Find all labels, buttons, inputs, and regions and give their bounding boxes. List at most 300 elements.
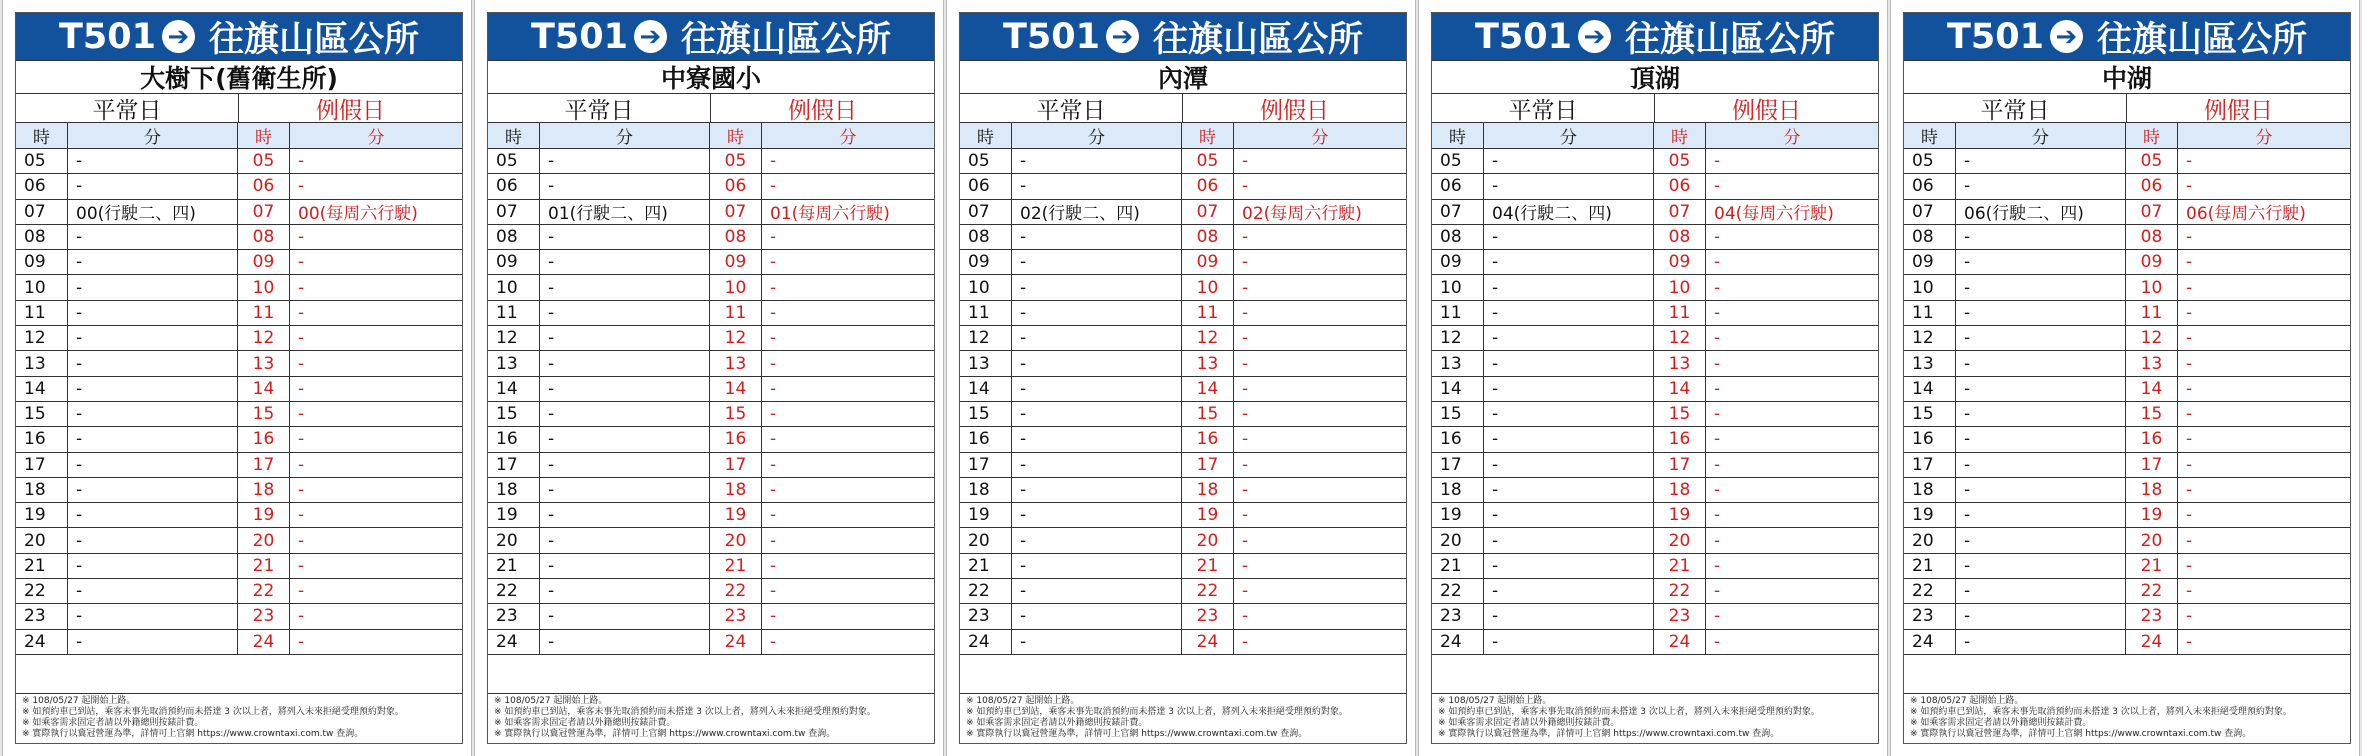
- holiday-minute-cell: -: [770, 404, 777, 425]
- weekday-minute-cell: -: [68, 149, 238, 173]
- weekday-minute-cell: -: [1012, 174, 1182, 198]
- weekday-hour-cell: 16: [960, 427, 1012, 451]
- table-row: [1432, 250, 1878, 275]
- holiday-hour-cell: 05: [1182, 149, 1234, 173]
- weekday-minute-cell: -: [1484, 453, 1654, 477]
- holiday-hour-cell: 06: [1654, 174, 1706, 198]
- holiday-label: 例假日: [2204, 97, 2273, 124]
- weekday-hour-cell: 07: [1432, 200, 1484, 224]
- table-row: [16, 377, 462, 402]
- holiday-hour-cell: 20: [2126, 528, 2178, 552]
- holiday-minute-cell: -: [298, 429, 305, 450]
- holiday-hour-cell: 09: [1182, 250, 1234, 274]
- weekday-hour-cell: 17: [960, 453, 1012, 477]
- holiday-hour-cell: 20: [238, 528, 290, 552]
- timetable-panel: [1418, 0, 1888, 756]
- holiday-minute-cell: -: [2186, 581, 2193, 602]
- arrow-right-icon: ➔: [1106, 20, 1139, 53]
- holiday-minute-cell: -: [1242, 530, 1249, 551]
- table-row: [488, 427, 934, 452]
- weekday-hour-cell: 13: [1432, 351, 1484, 375]
- holiday-hour-cell: 13: [238, 351, 290, 375]
- table-row: [1904, 200, 2350, 225]
- holiday-hour-header: 時: [1182, 123, 1234, 148]
- weekday-minute-cell: -: [68, 579, 238, 603]
- weekday-minute-cell: -: [1012, 402, 1182, 426]
- weekday-minute-header: 分: [68, 123, 238, 148]
- weekday-label: 平常日: [488, 94, 711, 122]
- holiday-hour-cell: 11: [2126, 301, 2178, 325]
- weekday-minute-cell: -: [1484, 351, 1654, 375]
- timetable-panel: [2, 0, 472, 756]
- weekday-minute-cell: -: [540, 604, 710, 628]
- holiday-minute-cell: -: [298, 480, 305, 500]
- holiday-minute-cell: -: [2186, 606, 2193, 627]
- table-row: [960, 174, 1406, 199]
- table-row: [488, 478, 934, 503]
- weekday-hour-cell: 15: [1904, 402, 1956, 426]
- weekday-minute-cell: -: [68, 402, 238, 426]
- table-row: [1904, 275, 2350, 300]
- holiday-minute-cell: -: [770, 429, 777, 450]
- table-row: [16, 503, 462, 528]
- day-type-row: [16, 94, 462, 123]
- table-row: [16, 351, 462, 376]
- timetable: [15, 12, 463, 744]
- weekday-hour-cell: 06: [960, 174, 1012, 198]
- weekday-hour-header: 時: [16, 123, 68, 148]
- table-row: [1432, 377, 1878, 402]
- holiday-minute-cell: -: [1714, 378, 1721, 399]
- weekday-hour-cell: 13: [960, 351, 1012, 375]
- holiday-hour-cell: 07: [238, 200, 290, 224]
- holiday-minute-cell: -: [298, 454, 305, 475]
- table-row: [16, 427, 462, 452]
- notes: [1904, 694, 2350, 740]
- holiday-hour-cell: 12: [238, 326, 290, 350]
- holiday-hour-cell: 18: [2126, 478, 2178, 502]
- table-row: [960, 351, 1406, 376]
- weekday-hour-cell: 24: [960, 630, 1012, 654]
- weekday-minute-cell: -: [1012, 604, 1182, 628]
- table-row: [1904, 427, 2350, 452]
- holiday-minute-cell: -: [1714, 328, 1721, 349]
- holiday-minute-cell: -: [1242, 277, 1249, 298]
- weekday-minute-cell: -: [68, 453, 238, 477]
- weekday-minute-cell: 01(行駛二、四): [540, 200, 710, 224]
- holiday-minute-cell: -: [770, 302, 777, 323]
- weekday-hour-cell: 12: [1432, 326, 1484, 350]
- holiday-minute-cell: -: [2186, 378, 2193, 399]
- holiday-minute-cell: -: [1714, 480, 1721, 500]
- weekday-hour-cell: 07: [488, 200, 540, 224]
- holiday-hour-cell: 23: [1654, 604, 1706, 628]
- note-line: ※ 108/05/27 起開始上路。: [1910, 695, 2024, 706]
- weekday-minute-cell: -: [540, 478, 710, 502]
- holiday-hour-cell: 07: [710, 200, 762, 224]
- weekday-minute-cell: -: [68, 225, 238, 249]
- holiday-label: 例假日: [316, 97, 385, 124]
- route-header: [488, 13, 934, 61]
- table-row: [488, 225, 934, 250]
- weekday-hour-cell: 22: [16, 579, 68, 603]
- holiday-hour-cell: 21: [2126, 554, 2178, 578]
- weekday-minute-cell: -: [540, 351, 710, 375]
- table-row: [960, 453, 1406, 478]
- route-destination: 往旗山區公所: [208, 19, 419, 60]
- table-row: [1432, 554, 1878, 579]
- table-row: [16, 478, 462, 503]
- holiday-minute-header: 分: [1783, 128, 1801, 148]
- holiday-hour-cell: 21: [238, 554, 290, 578]
- weekday-hour-cell: 06: [1432, 174, 1484, 198]
- weekday-hour-cell: 23: [1432, 604, 1484, 628]
- holiday-hour-header: 時: [710, 123, 762, 148]
- day-type-row: [1432, 94, 1878, 123]
- holiday-hour-cell: 10: [238, 275, 290, 299]
- holiday-hour-header: 時: [2126, 123, 2178, 148]
- holiday-minute-cell: -: [298, 555, 305, 576]
- table-row: [960, 503, 1406, 528]
- table-row: [1432, 351, 1878, 376]
- weekday-hour-cell: 14: [488, 377, 540, 401]
- holiday-hour-cell: 19: [710, 503, 762, 527]
- weekday-minute-cell: -: [1012, 301, 1182, 325]
- holiday-hour-cell: 23: [2126, 604, 2178, 628]
- weekday-hour-cell: 24: [488, 630, 540, 654]
- table-row: [960, 528, 1406, 553]
- table-row: [488, 630, 934, 655]
- weekday-hour-cell: 11: [488, 301, 540, 325]
- holiday-minute-cell: -: [298, 252, 305, 273]
- note-line: ※ 如預約車已到站，乘客未事先取消預約而未搭達 3 次以上者，將列入未來拒絕受理預約對象。: [1438, 706, 1820, 717]
- day-type-row: [488, 94, 934, 123]
- weekday-hour-cell: 09: [1904, 250, 1956, 274]
- holiday-hour-cell: 10: [710, 275, 762, 299]
- holiday-minute-cell: -: [298, 302, 305, 323]
- weekday-hour-cell: 09: [1432, 250, 1484, 274]
- holiday-minute-cell: -: [770, 176, 777, 197]
- weekday-minute-cell: -: [1484, 528, 1654, 552]
- holiday-label: 例假日: [1260, 97, 1329, 124]
- arrow-right-icon: ➔: [634, 20, 667, 53]
- holiday-minute-cell: -: [298, 353, 305, 374]
- weekday-hour-cell: 20: [16, 528, 68, 552]
- weekday-minute-cell: -: [68, 326, 238, 350]
- note-line: ※ 如乘客需求固定者請以外籍總則按錶計費。: [966, 717, 1148, 728]
- holiday-hour-cell: 20: [1654, 528, 1706, 552]
- note-line: ※ 如預約車已到站，乘客未事先取消預約而未搭達 3 次以上者，將列入未來拒絕受理預約對象。: [966, 706, 1348, 717]
- weekday-minute-cell: -: [1956, 326, 2126, 350]
- weekday-minute-cell: 02(行駛二、四): [1012, 200, 1182, 224]
- weekday-hour-cell: 15: [960, 402, 1012, 426]
- table-row: [488, 275, 934, 300]
- holiday-hour-cell: 12: [710, 326, 762, 350]
- holiday-hour-cell: 08: [2126, 225, 2178, 249]
- holiday-hour-cell: 05: [238, 149, 290, 173]
- weekday-hour-cell: 18: [1904, 478, 1956, 502]
- weekday-hour-cell: 15: [1432, 402, 1484, 426]
- holiday-hour-cell: 07: [2126, 200, 2178, 224]
- holiday-label: 例假日: [788, 97, 857, 124]
- table-row: [16, 275, 462, 300]
- arrow-right-icon: ➔: [2050, 20, 2083, 53]
- holiday-minute-cell: -: [1242, 176, 1249, 197]
- route-destination: 往旗山區公所: [1624, 19, 1835, 60]
- weekday-hour-cell: 08: [1432, 225, 1484, 249]
- table-row: [960, 630, 1406, 655]
- weekday-minute-cell: -: [1956, 630, 2126, 654]
- time-rows: [960, 149, 1406, 655]
- table-row: [488, 326, 934, 351]
- holiday-hour-cell: 08: [1182, 225, 1234, 249]
- holiday-minute-cell: -: [1242, 353, 1249, 374]
- weekday-minute-cell: -: [1012, 351, 1182, 375]
- note-line: ※ 實際執行以冀冠營運為準，詳情可上官網 https://www.crowntaxi.com.tw 查詢。: [1910, 728, 2252, 739]
- blank-row: [960, 655, 1406, 694]
- weekday-hour-cell: 19: [1904, 503, 1956, 527]
- weekday-minute-cell: -: [1484, 301, 1654, 325]
- holiday-hour-cell: 16: [710, 427, 762, 451]
- weekday-minute-cell: -: [540, 250, 710, 274]
- holiday-hour-cell: 22: [2126, 579, 2178, 603]
- holiday-hour-cell: 08: [1654, 225, 1706, 249]
- weekday-minute-cell: -: [68, 351, 238, 375]
- weekday-hour-cell: 08: [16, 225, 68, 249]
- holiday-hour-cell: 16: [238, 427, 290, 451]
- weekday-minute-cell: -: [1956, 149, 2126, 173]
- weekday-minute-cell: -: [1012, 528, 1182, 552]
- table-row: [488, 250, 934, 275]
- table-row: [488, 604, 934, 629]
- weekday-hour-cell: 18: [1432, 478, 1484, 502]
- weekday-minute-cell: -: [1956, 528, 2126, 552]
- holiday-minute-cell: -: [2186, 480, 2193, 500]
- holiday-minute-cell: -: [298, 277, 305, 298]
- weekday-minute-cell: 06(行駛二、四): [1956, 200, 2126, 224]
- holiday-minute-cell: -: [1714, 530, 1721, 551]
- holiday-minute-cell: -: [1714, 302, 1721, 323]
- timetable-panel: [474, 0, 944, 756]
- holiday-hour-cell: 15: [1182, 402, 1234, 426]
- weekday-minute-cell: -: [1484, 402, 1654, 426]
- table-row: [1904, 351, 2350, 376]
- weekday-hour-cell: 21: [488, 554, 540, 578]
- weekday-hour-cell: 17: [16, 453, 68, 477]
- holiday-minute-cell: -: [1242, 302, 1249, 323]
- weekday-minute-cell: -: [1012, 377, 1182, 401]
- table-row: [16, 528, 462, 553]
- holiday-hour-cell: 09: [710, 250, 762, 274]
- weekday-hour-cell: 18: [960, 478, 1012, 502]
- holiday-hour-cell: 15: [238, 402, 290, 426]
- holiday-hour-cell: 23: [238, 604, 290, 628]
- weekday-hour-cell: 10: [1904, 275, 1956, 299]
- holiday-minute-cell: -: [1714, 277, 1721, 298]
- table-row: [1432, 326, 1878, 351]
- holiday-hour-cell: 23: [1182, 604, 1234, 628]
- table-row: [16, 579, 462, 604]
- holiday-minute-cell: -: [770, 151, 777, 172]
- holiday-minute-cell: -: [770, 454, 777, 475]
- holiday-minute-cell: -: [1714, 227, 1721, 248]
- holiday-hour-cell: 09: [1654, 250, 1706, 274]
- table-row: [960, 301, 1406, 326]
- holiday-minute-cell: -: [770, 480, 777, 500]
- weekday-hour-cell: 12: [960, 326, 1012, 350]
- holiday-minute-header: 分: [367, 128, 385, 148]
- weekday-hour-cell: 21: [16, 554, 68, 578]
- route-number: T501: [531, 16, 628, 57]
- stop-name: 頂湖: [1432, 61, 1878, 94]
- weekday-label: 平常日: [960, 94, 1183, 122]
- note-line: ※ 實際執行以冀冠營運為準，詳情可上官網 https://www.crowntaxi.com.tw 查詢。: [22, 728, 364, 739]
- holiday-hour-cell: 12: [1654, 326, 1706, 350]
- weekday-hour-cell: 08: [488, 225, 540, 249]
- weekday-hour-cell: 22: [960, 579, 1012, 603]
- table-row: [1904, 579, 2350, 604]
- table-row: [1432, 478, 1878, 503]
- table-row: [960, 200, 1406, 225]
- holiday-minute-cell: -: [1714, 555, 1721, 576]
- holiday-minute-cell: -: [298, 378, 305, 399]
- note-line: ※ 如預約車已到站，乘客未事先取消預約而未搭達 3 次以上者，將列入未來拒絕受理預約對象。: [22, 706, 404, 717]
- holiday-minute-cell: 06(每周六行駛): [2186, 204, 2306, 225]
- weekday-hour-cell: 05: [1904, 149, 1956, 173]
- holiday-minute-cell: -: [1242, 606, 1249, 627]
- table-row: [16, 200, 462, 225]
- weekday-hour-cell: 20: [1904, 528, 1956, 552]
- notes: [488, 694, 934, 740]
- timetable-panel: [1890, 0, 2360, 756]
- weekday-minute-cell: -: [1484, 478, 1654, 502]
- table-row: [16, 554, 462, 579]
- weekday-minute-cell: -: [1012, 630, 1182, 654]
- weekday-hour-cell: 19: [16, 503, 68, 527]
- weekday-minute-cell: -: [1484, 275, 1654, 299]
- weekday-minute-cell: -: [1484, 427, 1654, 451]
- table-row: [16, 250, 462, 275]
- holiday-minute-cell: -: [2186, 353, 2193, 374]
- holiday-hour-cell: 18: [1182, 478, 1234, 502]
- weekday-minute-cell: -: [1484, 250, 1654, 274]
- holiday-hour-cell: 05: [2126, 149, 2178, 173]
- weekday-hour-cell: 22: [1432, 579, 1484, 603]
- holiday-hour-cell: 20: [710, 528, 762, 552]
- table-row: [488, 149, 934, 174]
- holiday-hour-cell: 06: [1182, 174, 1234, 198]
- table-row: [960, 427, 1406, 452]
- weekday-hour-cell: 20: [960, 528, 1012, 552]
- holiday-minute-header: 分: [839, 128, 857, 148]
- table-row: [16, 301, 462, 326]
- blank-row: [1904, 655, 2350, 694]
- weekday-hour-cell: 14: [960, 377, 1012, 401]
- holiday-minute-cell: -: [1714, 454, 1721, 475]
- holiday-hour-cell: 11: [238, 301, 290, 325]
- holiday-minute-cell: -: [1242, 227, 1249, 248]
- route-number: T501: [1003, 16, 1100, 57]
- weekday-hour-cell: 24: [16, 630, 68, 654]
- weekday-hour-cell: 06: [16, 174, 68, 198]
- route-header: [960, 13, 1406, 61]
- weekday-minute-cell: -: [68, 377, 238, 401]
- table-row: [488, 301, 934, 326]
- holiday-hour-cell: 22: [710, 579, 762, 603]
- holiday-minute-cell: -: [1714, 606, 1721, 627]
- table-row: [960, 225, 1406, 250]
- holiday-minute-cell: -: [1714, 631, 1721, 652]
- weekday-minute-cell: -: [1956, 402, 2126, 426]
- weekday-hour-cell: 18: [16, 478, 68, 502]
- holiday-minute-cell: -: [298, 176, 305, 197]
- table-row: [16, 402, 462, 427]
- table-row: [488, 528, 934, 553]
- note-line: ※ 如乘客需求固定者請以外籍總則按錶計費。: [1910, 717, 2092, 728]
- weekday-hour-header: 時: [960, 123, 1012, 148]
- table-row: [488, 554, 934, 579]
- note-line: ※ 如預約車已到站，乘客未事先取消預約而未搭達 3 次以上者，將列入未來拒絕受理預約對象。: [1910, 706, 2292, 717]
- weekday-hour-cell: 05: [960, 149, 1012, 173]
- note-line: ※ 實際執行以冀冠營運為準，詳情可上官網 https://www.crowntaxi.com.tw 查詢。: [494, 728, 836, 739]
- holiday-hour-cell: 19: [1654, 503, 1706, 527]
- holiday-minute-cell: -: [770, 581, 777, 602]
- weekday-hour-cell: 14: [1432, 377, 1484, 401]
- holiday-hour-cell: 10: [1654, 275, 1706, 299]
- holiday-minute-cell: -: [770, 378, 777, 399]
- holiday-minute-cell: -: [1242, 480, 1249, 500]
- holiday-minute-cell: -: [1242, 429, 1249, 450]
- holiday-hour-cell: 19: [238, 503, 290, 527]
- weekday-hour-cell: 09: [960, 250, 1012, 274]
- weekday-minute-cell: -: [1956, 225, 2126, 249]
- weekday-minute-cell: -: [1484, 579, 1654, 603]
- holiday-hour-cell: 12: [2126, 326, 2178, 350]
- holiday-hour-cell: 10: [1182, 275, 1234, 299]
- holiday-hour-cell: 11: [1182, 301, 1234, 325]
- holiday-hour-cell: 24: [1654, 630, 1706, 654]
- holiday-minute-cell: -: [770, 353, 777, 374]
- weekday-minute-cell: -: [540, 301, 710, 325]
- holiday-hour-cell: 24: [1182, 630, 1234, 654]
- weekday-minute-cell: 04(行駛二、四): [1484, 200, 1654, 224]
- table-row: [1904, 402, 2350, 427]
- holiday-minute-cell: -: [2186, 227, 2193, 248]
- weekday-minute-cell: -: [1484, 630, 1654, 654]
- table-row: [1432, 579, 1878, 604]
- table-row: [488, 174, 934, 199]
- weekday-hour-cell: 11: [1432, 301, 1484, 325]
- weekday-hour-cell: 11: [960, 301, 1012, 325]
- weekday-minute-cell: -: [1956, 554, 2126, 578]
- holiday-minute-cell: -: [770, 227, 777, 248]
- weekday-minute-cell: -: [1484, 377, 1654, 401]
- weekday-hour-cell: 12: [1904, 326, 1956, 350]
- table-row: [1904, 554, 2350, 579]
- holiday-minute-cell: -: [1242, 581, 1249, 602]
- weekday-minute-cell: -: [1484, 326, 1654, 350]
- holiday-minute-cell: -: [1242, 505, 1249, 526]
- weekday-minute-cell: -: [1956, 174, 2126, 198]
- holiday-hour-cell: 15: [710, 402, 762, 426]
- weekday-minute-cell: -: [68, 250, 238, 274]
- holiday-hour-cell: 05: [710, 149, 762, 173]
- table-row: [488, 351, 934, 376]
- weekday-minute-cell: -: [1012, 149, 1182, 173]
- note-line: ※ 如乘客需求固定者請以外籍總則按錶計費。: [494, 717, 676, 728]
- table-row: [1904, 326, 2350, 351]
- weekday-minute-cell: -: [1012, 225, 1182, 249]
